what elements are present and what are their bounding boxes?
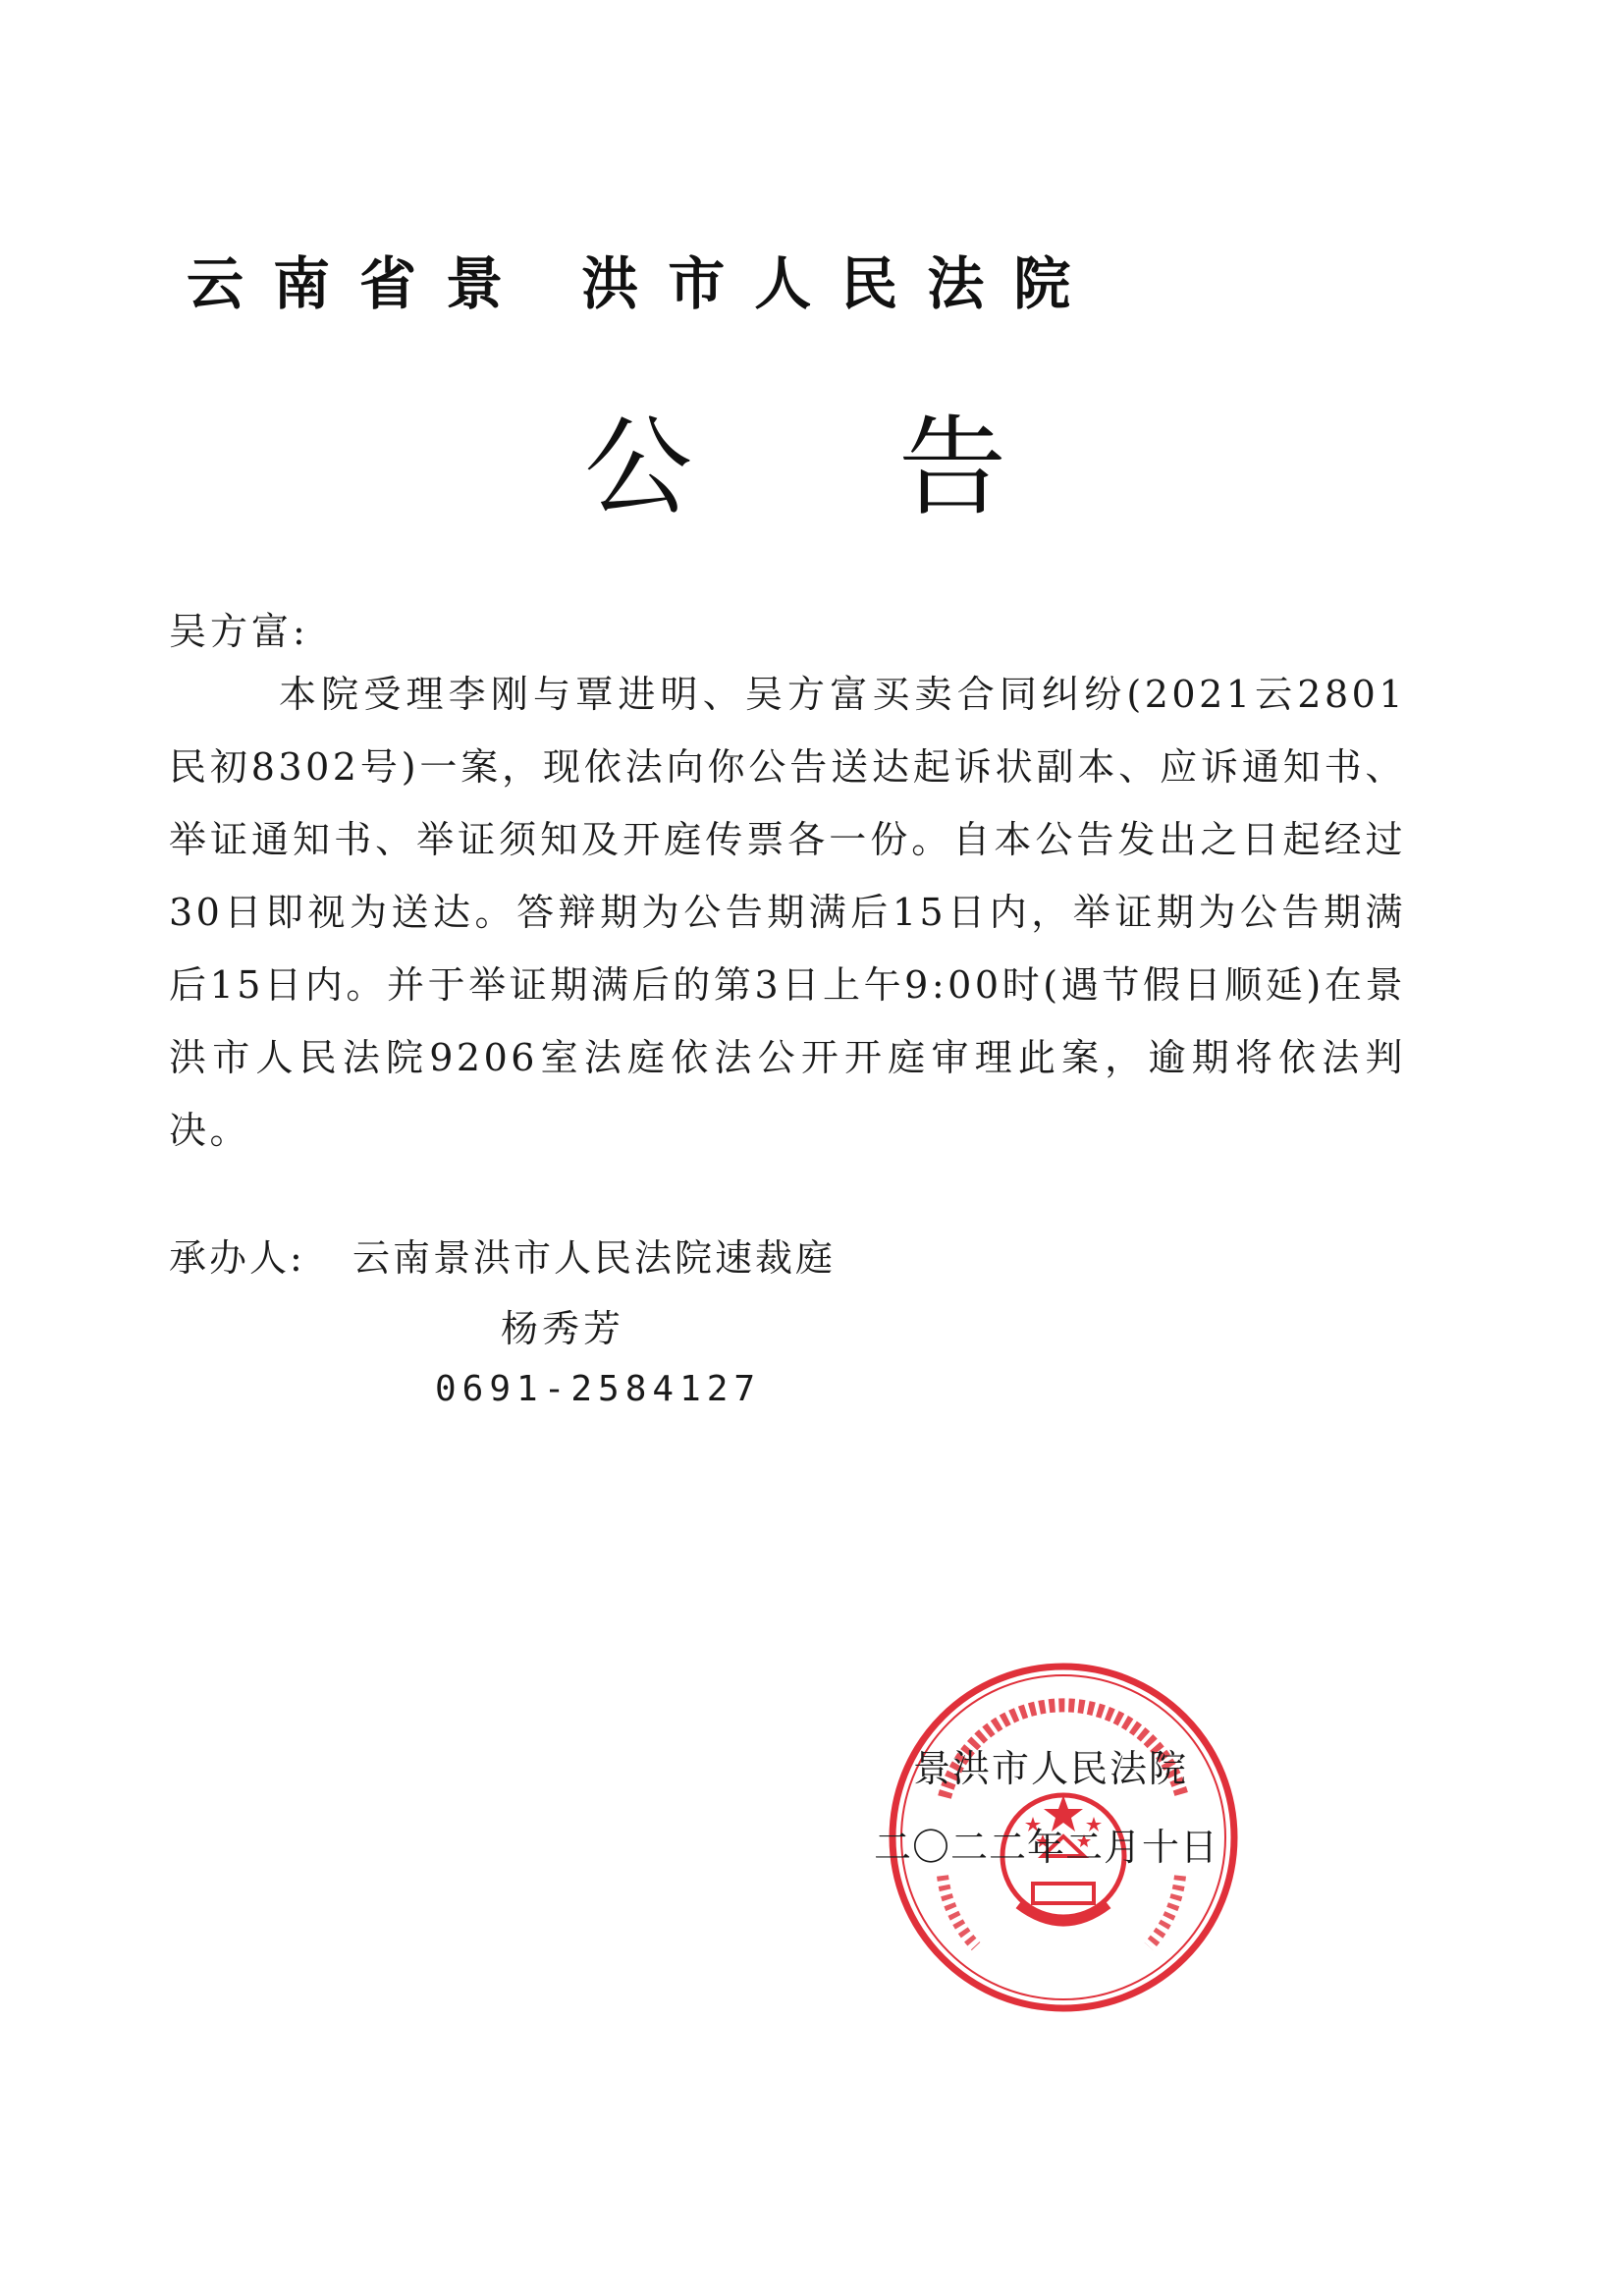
document-title: 公告 xyxy=(584,405,1213,530)
court-name-heading: 云南省景 洪市人民法院 xyxy=(187,250,1101,317)
handler-department: 云南景洪市人民法院速裁庭 xyxy=(352,1236,837,1280)
addressee: 吴方富: xyxy=(169,610,309,653)
handler-label: 承办人: xyxy=(169,1236,305,1280)
handler-line xyxy=(169,1228,836,1282)
notice-body: 本院受理李刚与覃进明、吴方富买卖合同纠纷(2021云2801民初8302号)一案，现依法向你公告送达起诉状副本、应诉通知书、举证通知书、举证须知及开庭传票各一份。自本公告发出之日起经过30日即视为送达。答辩期为公告期满后15日内，举证期为公告期满后15日内。并于举证期满后的第3日上午9:00时(遇节假日顺延)在景洪市人民法院9206室法庭依法公开开庭审理此案，逾期将依法判决。 xyxy=(169,673,1406,1152)
handler-name: 杨秀芳 xyxy=(501,1307,625,1350)
signature-court-name: 景洪市人民法院 xyxy=(913,1747,1189,1790)
signature-date: 二〇二二年二月十日 xyxy=(874,1826,1219,1869)
handler-phone: 0691-2584127 xyxy=(435,1369,762,1409)
